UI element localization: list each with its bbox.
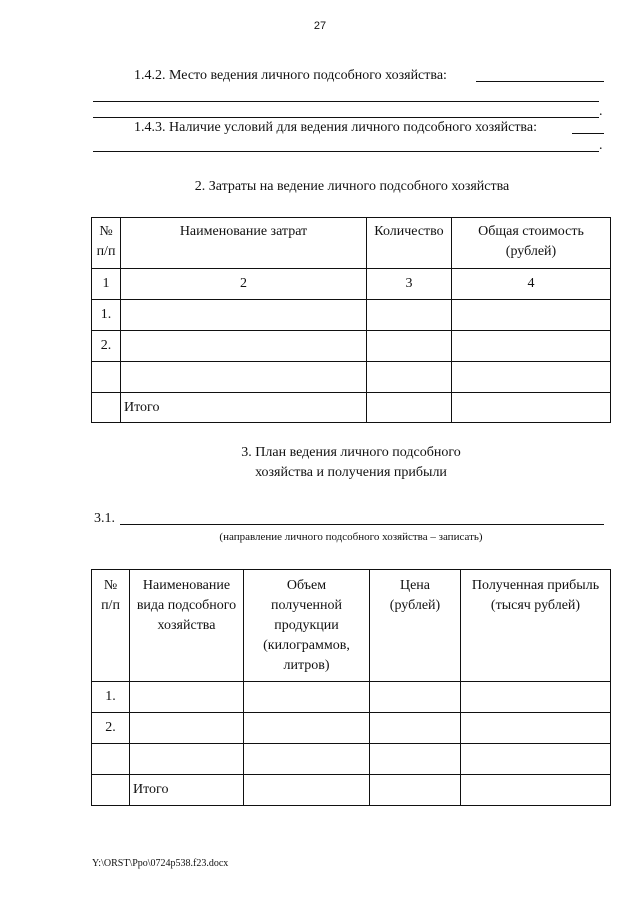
plan-row-2-number: 2. [92, 713, 130, 744]
costs-colnum-3: 3 [367, 269, 452, 300]
plan-total-profit-cell[interactable] [461, 775, 611, 806]
plan-total-number [92, 775, 130, 806]
section-3-1-label: 3.1. [94, 511, 115, 526]
table-row [92, 362, 611, 393]
costs-row-3-name-cell[interactable] [121, 362, 367, 393]
plan-header-volume: Объем полученной продукции (килограммов, литров) [244, 570, 370, 682]
costs-row-3-number [92, 362, 121, 393]
costs-total-cost-cell[interactable] [452, 393, 611, 423]
plan-header-profit: Полученная прибыль (тысяч рублей) [461, 570, 611, 682]
plan-row-1-number: 1. [92, 682, 130, 713]
costs-header-name: Наименование затрат [121, 218, 367, 269]
section-1-4-2-label: 1.4.2. Место ведения личного подсобного хозяйства: [134, 68, 447, 83]
costs-header-quantity: Количество [367, 218, 452, 269]
plan-row-1-profit-cell[interactable] [461, 682, 611, 713]
plan-header-number: № п/п [92, 570, 130, 682]
table-row [92, 682, 611, 713]
costs-row-3-cost-cell[interactable] [452, 362, 611, 393]
plan-total-price-cell[interactable] [370, 775, 461, 806]
costs-row-2-quantity-cell[interactable] [367, 331, 452, 362]
plan-row-3-number [92, 744, 130, 775]
plan-total-volume-cell[interactable] [244, 775, 370, 806]
costs-table [91, 217, 611, 423]
costs-total-label: Итого [121, 393, 367, 423]
plan-row-2-price-cell[interactable] [370, 713, 461, 744]
plan-row-3-type-cell[interactable] [130, 744, 244, 775]
table-row [92, 713, 611, 744]
costs-row-1-quantity-cell[interactable] [367, 300, 452, 331]
costs-colnum-1: 1 [92, 269, 121, 300]
plan-row-2-type-cell[interactable] [130, 713, 244, 744]
costs-row-1-name-cell[interactable] [121, 300, 367, 331]
costs-total-quantity-cell[interactable] [367, 393, 452, 423]
field-1-4-3-line-1[interactable] [572, 133, 604, 134]
field-1-4-2-period: . [599, 104, 603, 119]
costs-colnum-4: 4 [452, 269, 611, 300]
field-1-4-2-line-3[interactable] [93, 117, 599, 118]
section-3-title-line-1: 3. План ведения личного подсобного [241, 445, 461, 460]
costs-total-row [92, 393, 611, 423]
table-row [92, 300, 611, 331]
costs-table-header-row [92, 218, 611, 269]
plan-row-3-profit-cell[interactable] [461, 744, 611, 775]
field-1-4-2-line-1[interactable] [476, 81, 604, 82]
section-3-1-caption: (направление личного подсобного хозяйства – записать) [219, 531, 483, 543]
costs-colnum-2: 2 [121, 269, 367, 300]
plan-row-1-price-cell[interactable] [370, 682, 461, 713]
production-plan-table [91, 569, 611, 806]
costs-row-1-cost-cell[interactable] [452, 300, 611, 331]
costs-table-numbers-row [92, 269, 611, 300]
plan-row-3-volume-cell[interactable] [244, 744, 370, 775]
plan-header-price: Цена (рублей) [370, 570, 461, 682]
plan-row-2-volume-cell[interactable] [244, 713, 370, 744]
plan-table-header-row [92, 570, 611, 682]
costs-row-2-number: 2. [92, 331, 121, 362]
plan-header-type: Наименование вида подсобного хозяйства [130, 570, 244, 682]
plan-row-1-type-cell[interactable] [130, 682, 244, 713]
section-2-title: 2. Затраты на ведение личного подсобного хозяйства [194, 179, 510, 194]
plan-row-3-price-cell[interactable] [370, 744, 461, 775]
section-3-title-line-2: хозяйства и получения прибыли [255, 465, 447, 480]
plan-row-2-profit-cell[interactable] [461, 713, 611, 744]
costs-row-2-name-cell[interactable] [121, 331, 367, 362]
costs-row-1-number: 1. [92, 300, 121, 331]
costs-row-2-cost-cell[interactable] [452, 331, 611, 362]
field-1-4-3-line-2[interactable] [93, 151, 599, 152]
costs-total-number [92, 393, 121, 423]
costs-row-3-quantity-cell[interactable] [367, 362, 452, 393]
plan-row-1-volume-cell[interactable] [244, 682, 370, 713]
table-row [92, 744, 611, 775]
table-row [92, 331, 611, 362]
section-1-4-3-label: 1.4.3. Наличие условий для ведения личного подсобного хозяйства: [134, 120, 537, 135]
section-3-1-field-line[interactable] [120, 524, 604, 525]
plan-total-label: Итого [130, 775, 244, 806]
field-1-4-3-period: . [599, 138, 603, 153]
plan-total-row [92, 775, 611, 806]
costs-header-total-cost: Общая стоимость (рублей) [452, 218, 611, 269]
field-1-4-2-line-2[interactable] [93, 101, 599, 102]
footer-file-path: Y:\ORST\Ppo\0724p538.f23.docx [92, 858, 229, 869]
costs-header-number: № п/п [92, 218, 121, 269]
page-number: 27 [313, 20, 327, 32]
